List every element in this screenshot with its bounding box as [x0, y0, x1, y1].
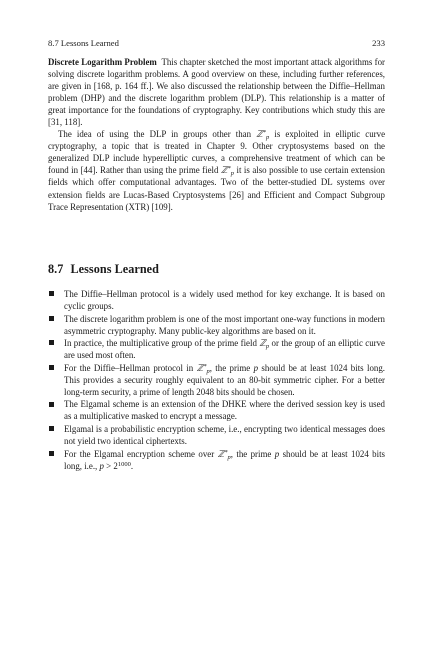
- math-zp-star: ℤ*$_p$: [256, 129, 270, 142]
- section-number: 8.7: [48, 262, 64, 276]
- discussion-block: [48, 56, 385, 213]
- section-heading: [48, 262, 159, 277]
- bullet-square-icon: [49, 365, 54, 370]
- exponent: 1000: [117, 460, 131, 468]
- math-zp-star: ℤ*$_p$: [220, 165, 235, 178]
- discussion-paragraph-1: [48, 56, 385, 128]
- running-head: [48, 38, 385, 50]
- running-head-section: 8.7 Lessons Learned: [48, 38, 119, 48]
- bullet-square-icon: [49, 316, 54, 321]
- bullet-square-icon: [49, 426, 54, 431]
- list-item: Elgamal is a probabilistic encryption scheme, i.e., encrypting two identical messages does not yield two identical ciphertexts.: [48, 423, 385, 447]
- bullet-square-icon: [49, 340, 54, 345]
- section-title: Lessons Learned: [70, 262, 159, 276]
- list-item: In practice, the multiplicative group of the prime field ℤ$_p$ or the group of an elliptic curve are used most often.: [48, 337, 385, 361]
- bullet-square-icon: [49, 402, 54, 407]
- lessons-list: [48, 288, 385, 472]
- bullet-square-icon: [49, 451, 54, 456]
- list-item: For the Elgamal encryption scheme over ℤ*$_p$, the prime p should be at least 1024 bits long, i.e., $p > 2^{1000}$.: [48, 448, 385, 472]
- page-number: 233: [372, 38, 385, 48]
- list-item: The discrete logarithm problem is one of the most important one-way functions in modern asymmetric cryptography. Many public-key algorithms are based on it.: [48, 313, 385, 337]
- list-item: The Elgamal scheme is an extension of the DHKE where the derived session key is used as a multiplicative masked to encrypt a message.: [48, 398, 385, 422]
- list-item: The Diffie–Hellman protocol is a widely used method for key exchange. It is based on cyclic groups.: [48, 288, 385, 312]
- run-in-heading: Discrete Logarithm Problem: [48, 57, 157, 67]
- math-p: p: [253, 362, 259, 373]
- discussion-paragraph-2: The idea of using the DLP in groups other than ℤ*$_p$ is exploited in elliptic curve cryptography, a topic that is treated in Chapter 9. Other cryptosystems based on the generalized DLP include hyperelliptic curves, a comprehensive treatment of which can be found in [44]. Rather than using the prime field ℤ*$_p$ it is also possible to use certain extension fields which offer computational advantages. Two of the better-studied DL systems over extension fields are Lucas-Based Cryptosystems [26] and Efficient and Compact Subgroup Trace Representation (XTR) [109].: [48, 129, 386, 212]
- list-item: For the Diffie–Hellman protocol in ℤ*$_p$, the prime p should be at least 1024 bits long. This provides a security roughly equivalent to an 80-bit symmetric cipher. For a better long-term security, a prime of length 2048 bits should be chosen.: [48, 362, 385, 398]
- math-zp-star: ℤ*$_p$: [196, 362, 210, 375]
- math-p: p: [274, 448, 280, 459]
- math-zp: ℤ$_p$: [259, 338, 270, 351]
- math-zp-star: ℤ*$_p$: [217, 448, 231, 461]
- math-p: p: [99, 460, 104, 471]
- discussion-paragraph-1-text: This chapter sketched the most important attack algorithms for solving discrete logarithm problems. A good overview on these, including further references, are given in [168, p. 164 ff.]. We also discussed the relationship between the Diffie–Hellman problem (DHP) and the discrete logarithm problem (DLP). This relationship is a matter of great importance for the foundations of cryptography. Key contributions which study this are [31, 118].: [48, 57, 385, 128]
- bullet-square-icon: [49, 291, 54, 296]
